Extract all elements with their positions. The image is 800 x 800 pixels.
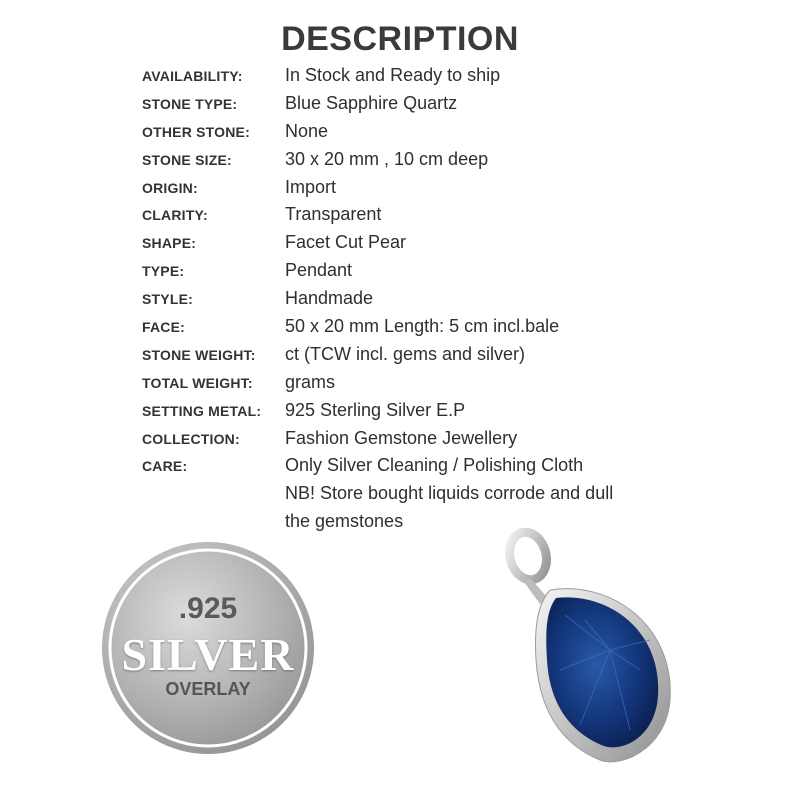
spec-label: SHAPE:	[142, 235, 197, 252]
spec-row	[142, 313, 702, 341]
seal-number: .925	[178, 592, 238, 625]
spec-value: Only Silver Cleaning / Polishing Cloth	[285, 455, 584, 476]
spec-row	[142, 90, 702, 118]
spec-row	[142, 425, 702, 453]
care-note-line: NB! Store bought liquids corrode and dull	[285, 483, 614, 503]
spec-label: OTHER STONE:	[142, 123, 250, 140]
spec-label: STONE WEIGHT:	[142, 346, 256, 363]
spec-row	[142, 62, 702, 90]
spec-table	[142, 62, 702, 480]
seal-word: SILVER	[121, 629, 295, 680]
spec-label: CLARITY:	[142, 207, 208, 224]
spec-label: STYLE:	[142, 291, 193, 308]
spec-row	[142, 257, 702, 285]
spec-label: STONE TYPE:	[142, 95, 238, 112]
spec-label: COLLECTION:	[142, 430, 240, 447]
spec-row	[142, 146, 702, 174]
spec-label: TYPE:	[142, 263, 185, 280]
spec-value: Pendant	[285, 260, 353, 281]
spec-row	[142, 369, 702, 397]
spec-row	[142, 118, 702, 146]
spec-value: Facet Cut Pear	[285, 232, 407, 253]
spec-value: ct (TCW incl. gems and silver)	[285, 343, 526, 364]
pendant-image	[490, 520, 690, 780]
pendant-graphic	[490, 520, 690, 780]
page-title: DESCRIPTION	[281, 20, 519, 58]
bale	[504, 528, 551, 604]
spec-row	[142, 201, 702, 229]
spec-label: TOTAL WEIGHT:	[142, 374, 253, 391]
silver-overlay-seal	[100, 540, 316, 756]
spec-row	[142, 229, 702, 257]
spec-value: 925 Sterling Silver E.P	[285, 399, 466, 420]
spec-value: None	[285, 120, 329, 141]
spec-label: ORIGIN:	[142, 179, 198, 196]
spec-value: In Stock and Ready to ship	[285, 65, 501, 85]
spec-label: AVAILABILITY:	[142, 68, 243, 84]
spec-value: Transparent	[285, 204, 382, 225]
spec-value: Handmade	[285, 288, 374, 309]
spec-label: CARE:	[142, 458, 188, 475]
spec-row	[142, 341, 702, 369]
seal-sub: OVERLAY	[165, 679, 251, 699]
spec-value: 30 x 20 mm , 10 cm deep	[285, 148, 489, 169]
spec-row	[142, 174, 702, 202]
spec-row	[142, 452, 702, 480]
spec-label: STONE SIZE:	[142, 151, 232, 168]
spec-value: 50 x 20 mm Length: 5 cm incl.bale	[285, 316, 560, 337]
spec-value: grams	[285, 371, 336, 392]
spec-row	[142, 397, 702, 425]
spec-label: FACE:	[142, 319, 185, 336]
spec-value: Blue Sapphire Quartz	[285, 92, 458, 113]
spec-label: SETTING METAL:	[142, 402, 262, 419]
spec-value: Import	[285, 176, 337, 197]
care-note-line: the gemstones	[285, 511, 404, 531]
spec-row	[142, 285, 702, 313]
spec-value: Fashion Gemstone Jewellery	[285, 427, 518, 448]
